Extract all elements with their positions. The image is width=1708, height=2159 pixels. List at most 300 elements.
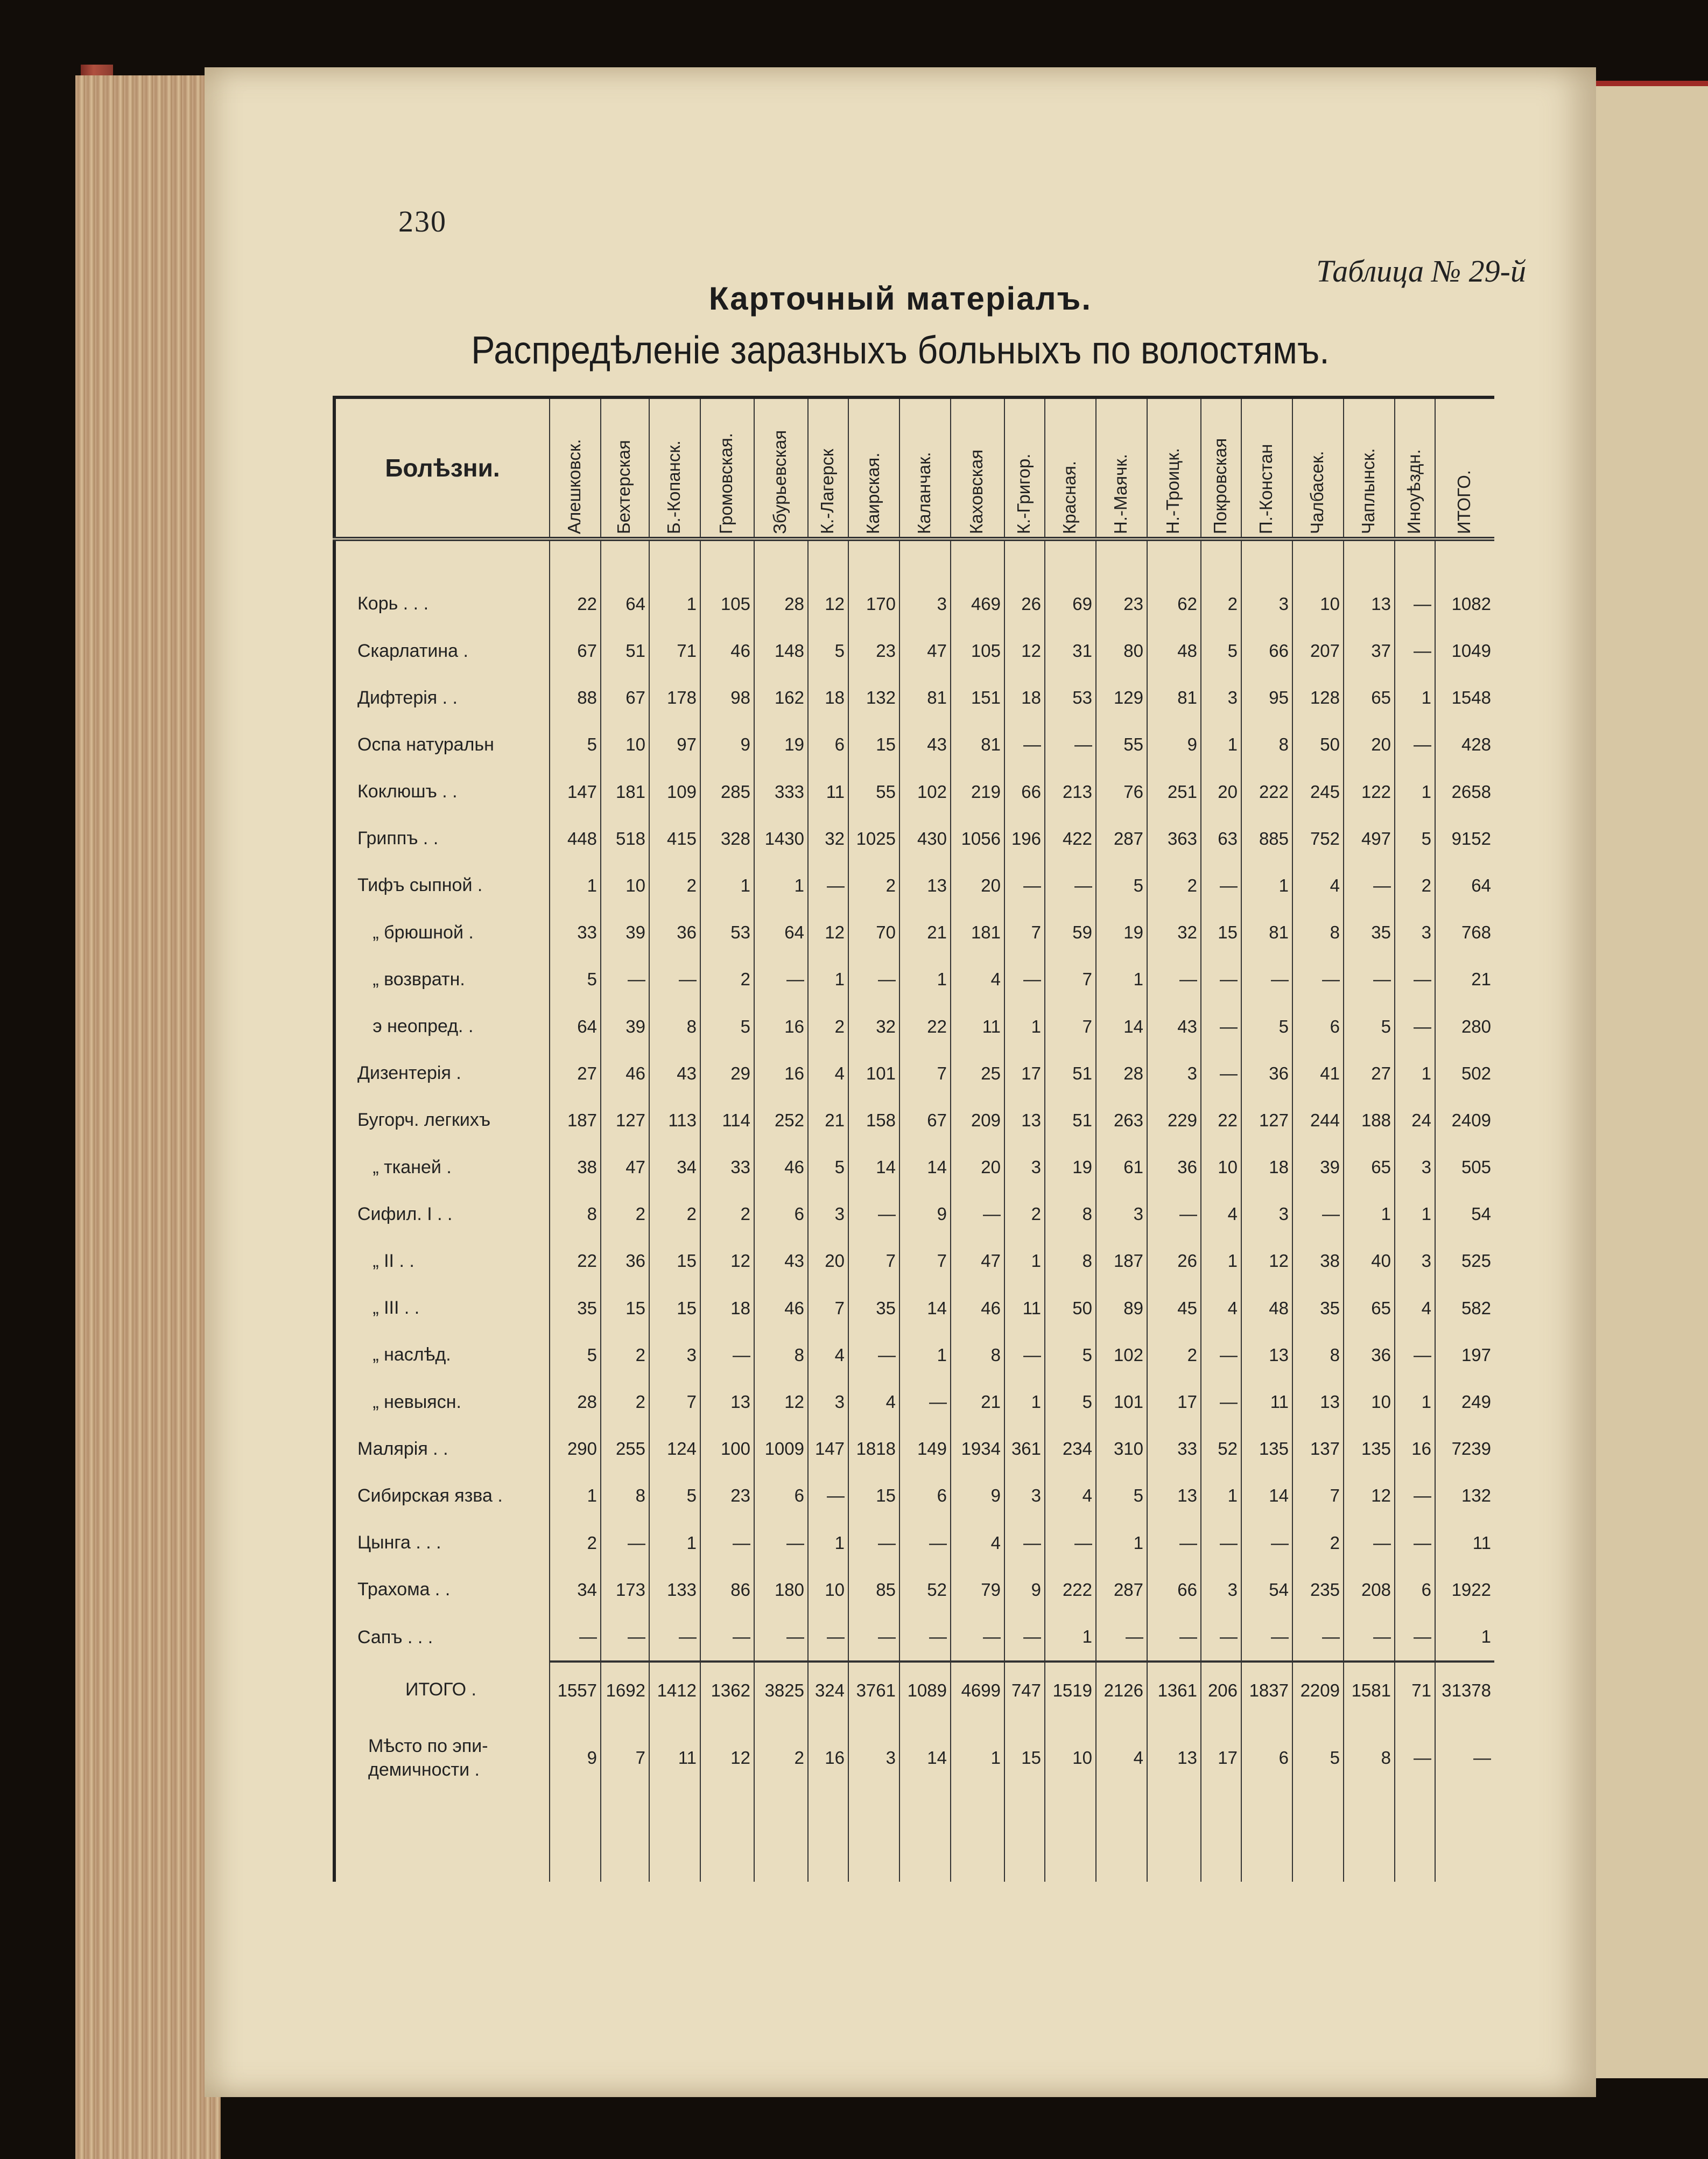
value-cell: 1 (754, 862, 808, 909)
value-cell: 64 (1435, 862, 1494, 909)
diseases-header-label: Болѣзни. (385, 454, 500, 482)
value-cell: 1 (1395, 768, 1435, 815)
value-cell: — (1201, 1613, 1241, 1661)
value-cell: 19 (754, 721, 808, 768)
value-cell: 251 (1147, 768, 1201, 815)
table-row (334, 627, 1494, 674)
column-header (1004, 397, 1045, 539)
value-cell: 1557 (550, 1662, 601, 1719)
value-cell: 47 (899, 627, 951, 674)
value-cell: — (1096, 1613, 1147, 1661)
table-row (334, 1144, 1494, 1191)
value-cell: 43 (649, 1050, 700, 1097)
value-cell: 2 (1201, 580, 1241, 627)
value-cell: — (1045, 1519, 1096, 1566)
empty-cell (848, 1797, 899, 1882)
table-row (334, 1378, 1494, 1425)
table-header-row (334, 397, 1494, 539)
empty-cell (1147, 1797, 1201, 1882)
value-cell: 16 (754, 1003, 808, 1050)
row-label: Оспа натуральн (334, 721, 550, 768)
value-cell: 13 (1004, 1097, 1045, 1144)
column-header-label: Покровская (1210, 438, 1230, 534)
value-cell: 5 (1201, 627, 1241, 674)
value-cell: 13 (700, 1378, 754, 1425)
value-cell: 7 (808, 1285, 848, 1331)
value-cell: 135 (1344, 1426, 1395, 1473)
value-cell: 81 (951, 721, 1004, 768)
value-cell: 222 (1045, 1566, 1096, 1613)
value-cell: 33 (700, 1144, 754, 1191)
value-cell: 3 (1004, 1473, 1045, 1519)
value-cell: — (1147, 1613, 1201, 1661)
row-label: ИТОГО . (334, 1662, 550, 1719)
value-cell: 428 (1435, 721, 1494, 768)
value-cell: 196 (1004, 815, 1045, 862)
value-cell: 147 (550, 768, 601, 815)
value-cell: 23 (1096, 580, 1147, 627)
value-cell: 5 (1096, 1473, 1147, 1519)
value-cell: 1 (1201, 1473, 1241, 1519)
empty-cell (550, 539, 601, 580)
value-cell: 25 (951, 1050, 1004, 1097)
value-cell: 8 (1344, 1719, 1395, 1797)
column-header (899, 397, 951, 539)
value-cell: 8 (1292, 909, 1344, 956)
value-cell: 8 (601, 1473, 649, 1519)
value-cell: 47 (601, 1144, 649, 1191)
value-cell: 29 (700, 1050, 754, 1097)
value-cell: 45 (1147, 1285, 1201, 1331)
value-cell: 1 (899, 956, 951, 1003)
value-cell: — (550, 1613, 601, 1661)
empty-cell (1201, 539, 1241, 580)
value-cell: 4 (1201, 1191, 1241, 1238)
value-cell: 187 (550, 1097, 601, 1144)
value-cell: 1 (1395, 675, 1435, 721)
row-label: Дифтерія . . (334, 675, 550, 721)
value-cell: 26 (1147, 1238, 1201, 1285)
value-cell: 21 (1435, 956, 1494, 1003)
row-label: Трахома . . (334, 1566, 550, 1613)
value-cell: 98 (700, 675, 754, 721)
value-cell: — (899, 1613, 951, 1661)
row-label: Скарлатина . (334, 627, 550, 674)
value-cell: 85 (848, 1566, 899, 1613)
value-cell: 2 (649, 1191, 700, 1238)
value-cell: — (601, 1519, 649, 1566)
value-cell: 768 (1435, 909, 1494, 956)
value-cell: 2 (1147, 1331, 1201, 1378)
value-cell: 1 (1096, 1519, 1147, 1566)
value-cell: 5 (649, 1473, 700, 1519)
value-cell: 12 (700, 1238, 754, 1285)
value-cell: 22 (550, 1238, 601, 1285)
empty-cell (808, 539, 848, 580)
value-cell: 35 (550, 1285, 601, 1331)
value-cell: 40 (1344, 1238, 1395, 1285)
row-label: Тифъ сыпной . (334, 862, 550, 909)
value-cell: 12 (808, 580, 848, 627)
empty-cell (1045, 1797, 1096, 1882)
value-cell: 6 (808, 721, 848, 768)
value-cell: 7 (649, 1378, 700, 1425)
column-header (808, 397, 848, 539)
value-cell: 95 (1241, 675, 1292, 721)
empty-cell (700, 1797, 754, 1882)
row-label: Мѣсто по эпи- демичности . (334, 1719, 550, 1797)
value-cell: — (808, 1473, 848, 1519)
value-cell: — (1395, 956, 1435, 1003)
value-cell: — (1395, 1003, 1435, 1050)
value-cell: 14 (848, 1144, 899, 1191)
value-cell: 13 (1241, 1331, 1292, 1378)
row-label: э неопред. . (334, 1003, 550, 1050)
value-cell: 3 (1241, 1191, 1292, 1238)
value-cell: 280 (1435, 1003, 1494, 1050)
value-cell: 124 (649, 1426, 700, 1473)
value-cell: 14 (1241, 1473, 1292, 1519)
row-label: Малярія . . (334, 1426, 550, 1473)
empty-cell (649, 539, 700, 580)
value-cell: — (1004, 1613, 1045, 1661)
value-cell: 55 (848, 768, 899, 815)
value-cell: 2 (1292, 1519, 1344, 1566)
value-cell: 5 (1096, 862, 1147, 909)
value-cell: 252 (754, 1097, 808, 1144)
value-cell: 1837 (1241, 1662, 1292, 1719)
value-cell: 3 (1096, 1191, 1147, 1238)
column-header-label: Иноуѣздн. (1403, 449, 1424, 534)
value-cell: 197 (1435, 1331, 1494, 1378)
value-cell: 5 (550, 721, 601, 768)
value-cell: 37 (1344, 627, 1395, 674)
value-cell: 1 (1201, 721, 1241, 768)
value-cell: 582 (1435, 1285, 1494, 1331)
value-cell: 32 (848, 1003, 899, 1050)
value-cell: — (1395, 1473, 1435, 1519)
value-cell: — (1241, 956, 1292, 1003)
value-cell: 361 (1004, 1426, 1045, 1473)
value-cell: 15 (1201, 909, 1241, 956)
value-cell: 7 (848, 1238, 899, 1285)
value-cell: 28 (1096, 1050, 1147, 1097)
value-cell: 885 (1241, 815, 1292, 862)
value-cell: — (700, 1613, 754, 1661)
value-cell: 54 (1435, 1191, 1494, 1238)
value-cell: 1 (1096, 956, 1147, 1003)
value-cell: 132 (848, 675, 899, 721)
value-cell: 7 (899, 1050, 951, 1097)
page-heading: Карточный матеріалъ. (708, 281, 1092, 317)
column-header-label: К.-Лагерск (817, 448, 837, 534)
spacer-row (334, 539, 1494, 580)
value-cell: — (1395, 1613, 1435, 1661)
table-number: Таблица № 29-й (1316, 254, 1526, 289)
value-cell: 497 (1344, 815, 1395, 862)
value-cell: 263 (1096, 1097, 1147, 1144)
value-cell: — (1241, 1519, 1292, 1566)
value-cell: 752 (1292, 815, 1344, 862)
value-cell: 1 (1201, 1238, 1241, 1285)
value-cell: 129 (1096, 675, 1147, 721)
column-header (1201, 397, 1241, 539)
value-cell: — (1395, 721, 1435, 768)
value-cell: 21 (899, 909, 951, 956)
value-cell: 13 (1147, 1473, 1201, 1519)
value-cell: 1 (1045, 1613, 1096, 1661)
value-cell: 12 (1241, 1238, 1292, 1285)
table-row (334, 1566, 1494, 1613)
column-header (951, 397, 1004, 539)
value-cell: — (1045, 721, 1096, 768)
value-cell: — (1292, 956, 1344, 1003)
value-cell: 9 (899, 1191, 951, 1238)
value-cell: 2 (550, 1519, 601, 1566)
empty-cell (848, 539, 899, 580)
value-cell: — (1395, 1719, 1435, 1797)
column-header (754, 397, 808, 539)
row-label: „ наслѣд. (334, 1331, 550, 1378)
value-cell: 43 (1147, 1003, 1201, 1050)
value-cell: 53 (700, 909, 754, 956)
value-cell: 33 (550, 909, 601, 956)
value-cell: 1082 (1435, 580, 1494, 627)
value-cell: 5 (700, 1003, 754, 1050)
value-cell: 67 (899, 1097, 951, 1144)
value-cell: 207 (1292, 627, 1344, 674)
column-header-label: Алешковск. (564, 439, 584, 534)
value-cell: 1 (1004, 1378, 1045, 1425)
value-cell: 70 (848, 909, 899, 956)
value-cell: 148 (754, 627, 808, 674)
value-cell: 1361 (1147, 1662, 1201, 1719)
value-cell: 64 (601, 580, 649, 627)
value-cell: — (1395, 1331, 1435, 1378)
value-cell: 69 (1045, 580, 1096, 627)
value-cell: 39 (601, 909, 649, 956)
value-cell: 52 (1201, 1426, 1241, 1473)
value-cell: 19 (1045, 1144, 1096, 1191)
column-header (1096, 397, 1147, 539)
book-page (205, 67, 1596, 2097)
value-cell: — (1004, 862, 1045, 909)
row-label: Сапъ . . . (334, 1613, 550, 1661)
total-row (334, 1662, 1494, 1719)
value-cell: 1 (1435, 1613, 1494, 1661)
value-cell: 46 (601, 1050, 649, 1097)
column-header (1045, 397, 1096, 539)
value-cell: 747 (1004, 1662, 1045, 1719)
value-cell: — (848, 956, 899, 1003)
table-row (334, 956, 1494, 1003)
table-row (334, 1331, 1494, 1378)
empty-cell (1344, 539, 1395, 580)
value-cell: 3 (1395, 1144, 1435, 1191)
column-header-label: Н.-Троицк. (1163, 448, 1183, 534)
empty-cell (700, 539, 754, 580)
value-cell: 181 (601, 768, 649, 815)
value-cell: 7 (601, 1719, 649, 1797)
value-cell: 35 (1344, 909, 1395, 956)
value-cell: 1 (808, 956, 848, 1003)
value-cell: — (1201, 1378, 1241, 1425)
value-cell: 4 (1201, 1285, 1241, 1331)
column-header (1241, 397, 1292, 539)
value-cell: — (1344, 1613, 1395, 1661)
book-page-edges (75, 75, 221, 2159)
value-cell: 1 (1004, 1003, 1045, 1050)
value-cell: 51 (1045, 1097, 1096, 1144)
value-cell: 13 (899, 862, 951, 909)
value-cell: — (1201, 1003, 1241, 1050)
value-cell: 5 (808, 627, 848, 674)
value-cell: 7 (1045, 1003, 1096, 1050)
table-row (334, 1473, 1494, 1519)
value-cell: 5 (550, 956, 601, 1003)
value-cell: 122 (1344, 768, 1395, 815)
value-cell: 59 (1045, 909, 1096, 956)
value-cell: 1025 (848, 815, 899, 862)
value-cell: 209 (951, 1097, 1004, 1144)
value-cell: 5 (550, 1331, 601, 1378)
value-cell: 21 (808, 1097, 848, 1144)
value-cell: 1 (550, 862, 601, 909)
value-cell: — (1045, 862, 1096, 909)
value-cell: 97 (649, 721, 700, 768)
table-row (334, 1238, 1494, 1285)
value-cell: 502 (1435, 1050, 1494, 1097)
value-cell: — (1147, 956, 1201, 1003)
value-cell: 15 (1004, 1719, 1045, 1797)
value-cell: 430 (899, 815, 951, 862)
value-cell: 415 (649, 815, 700, 862)
value-cell: 1009 (754, 1426, 808, 1473)
value-cell: 4699 (951, 1662, 1004, 1719)
value-cell: — (848, 1331, 899, 1378)
value-cell: 1056 (951, 815, 1004, 862)
value-cell: — (1201, 1050, 1241, 1097)
value-cell: 17 (1201, 1719, 1241, 1797)
column-header-label: Каховская (966, 449, 986, 534)
value-cell: 187 (1096, 1238, 1147, 1285)
value-cell: 147 (808, 1426, 848, 1473)
value-cell: 12 (808, 909, 848, 956)
value-cell: 11 (808, 768, 848, 815)
value-cell: 158 (848, 1097, 899, 1144)
value-cell: 16 (754, 1050, 808, 1097)
table-row (334, 580, 1494, 627)
value-cell: 2126 (1096, 1662, 1147, 1719)
value-cell: 39 (1292, 1144, 1344, 1191)
value-cell: 188 (1344, 1097, 1395, 1144)
value-cell: 9 (951, 1473, 1004, 1519)
value-cell: — (601, 1613, 649, 1661)
value-cell: — (1344, 1519, 1395, 1566)
value-cell: 4 (951, 1519, 1004, 1566)
value-cell: 7 (899, 1238, 951, 1285)
column-header-label: Громовская. (716, 433, 736, 534)
value-cell: 7 (1004, 909, 1045, 956)
value-cell: 22 (899, 1003, 951, 1050)
value-cell: 235 (1292, 1566, 1344, 1613)
value-cell: 2 (649, 862, 700, 909)
value-cell: 81 (899, 675, 951, 721)
empty-cell (1147, 539, 1201, 580)
value-cell: 8 (1241, 721, 1292, 768)
value-cell: 14 (1096, 1003, 1147, 1050)
table-row (334, 1050, 1494, 1097)
value-cell: — (1435, 1719, 1494, 1797)
value-cell: 1430 (754, 815, 808, 862)
value-cell: 1 (808, 1519, 848, 1566)
value-cell: 18 (1004, 675, 1045, 721)
table-row (334, 815, 1494, 862)
value-cell: 3 (1395, 909, 1435, 956)
value-cell: — (1292, 1613, 1344, 1661)
value-cell: — (1147, 1519, 1201, 1566)
value-cell: 79 (951, 1566, 1004, 1613)
value-cell: 10 (1344, 1378, 1395, 1425)
right-page (1596, 86, 1708, 2078)
value-cell: 23 (848, 627, 899, 674)
value-cell: 234 (1045, 1426, 1096, 1473)
empty-cell (951, 1797, 1004, 1882)
value-cell: 229 (1147, 1097, 1201, 1144)
value-cell: 10 (601, 721, 649, 768)
table-row (334, 675, 1494, 721)
value-cell: 4 (1292, 862, 1344, 909)
empty-cell (601, 1797, 649, 1882)
value-cell: 4 (1096, 1719, 1147, 1797)
empty-cell (1435, 1797, 1494, 1882)
value-cell: — (1004, 721, 1045, 768)
row-label: „ возвратн. (334, 956, 550, 1003)
value-cell: — (1344, 956, 1395, 1003)
column-header (1344, 397, 1395, 539)
value-cell: 46 (951, 1285, 1004, 1331)
value-cell: 7239 (1435, 1426, 1494, 1473)
value-cell: 36 (1241, 1050, 1292, 1097)
value-cell: — (899, 1378, 951, 1425)
value-cell: 50 (1292, 721, 1344, 768)
value-cell: 7 (1045, 956, 1096, 1003)
value-cell: 2 (1147, 862, 1201, 909)
value-cell: 8 (649, 1003, 700, 1050)
value-cell: 32 (1147, 909, 1201, 956)
value-cell: 12 (1004, 627, 1045, 674)
value-cell: 469 (951, 580, 1004, 627)
value-cell: 28 (754, 580, 808, 627)
empty-cell (1201, 1797, 1241, 1882)
value-cell: 66 (1004, 768, 1045, 815)
value-cell: 10 (601, 862, 649, 909)
value-cell: 2 (808, 1003, 848, 1050)
value-cell: 206 (1201, 1662, 1241, 1719)
value-cell: — (1201, 956, 1241, 1003)
value-cell: 333 (754, 768, 808, 815)
value-cell: 2 (848, 862, 899, 909)
value-cell: 16 (808, 1719, 848, 1797)
value-cell: 7 (1292, 1473, 1344, 1519)
spacer-row (334, 1797, 1494, 1882)
value-cell: 3 (1201, 675, 1241, 721)
value-cell: 24 (1395, 1097, 1435, 1144)
empty-cell (601, 539, 649, 580)
value-cell: 65 (1344, 1285, 1395, 1331)
value-cell: 9 (1147, 721, 1201, 768)
value-cell: 4 (808, 1050, 848, 1097)
